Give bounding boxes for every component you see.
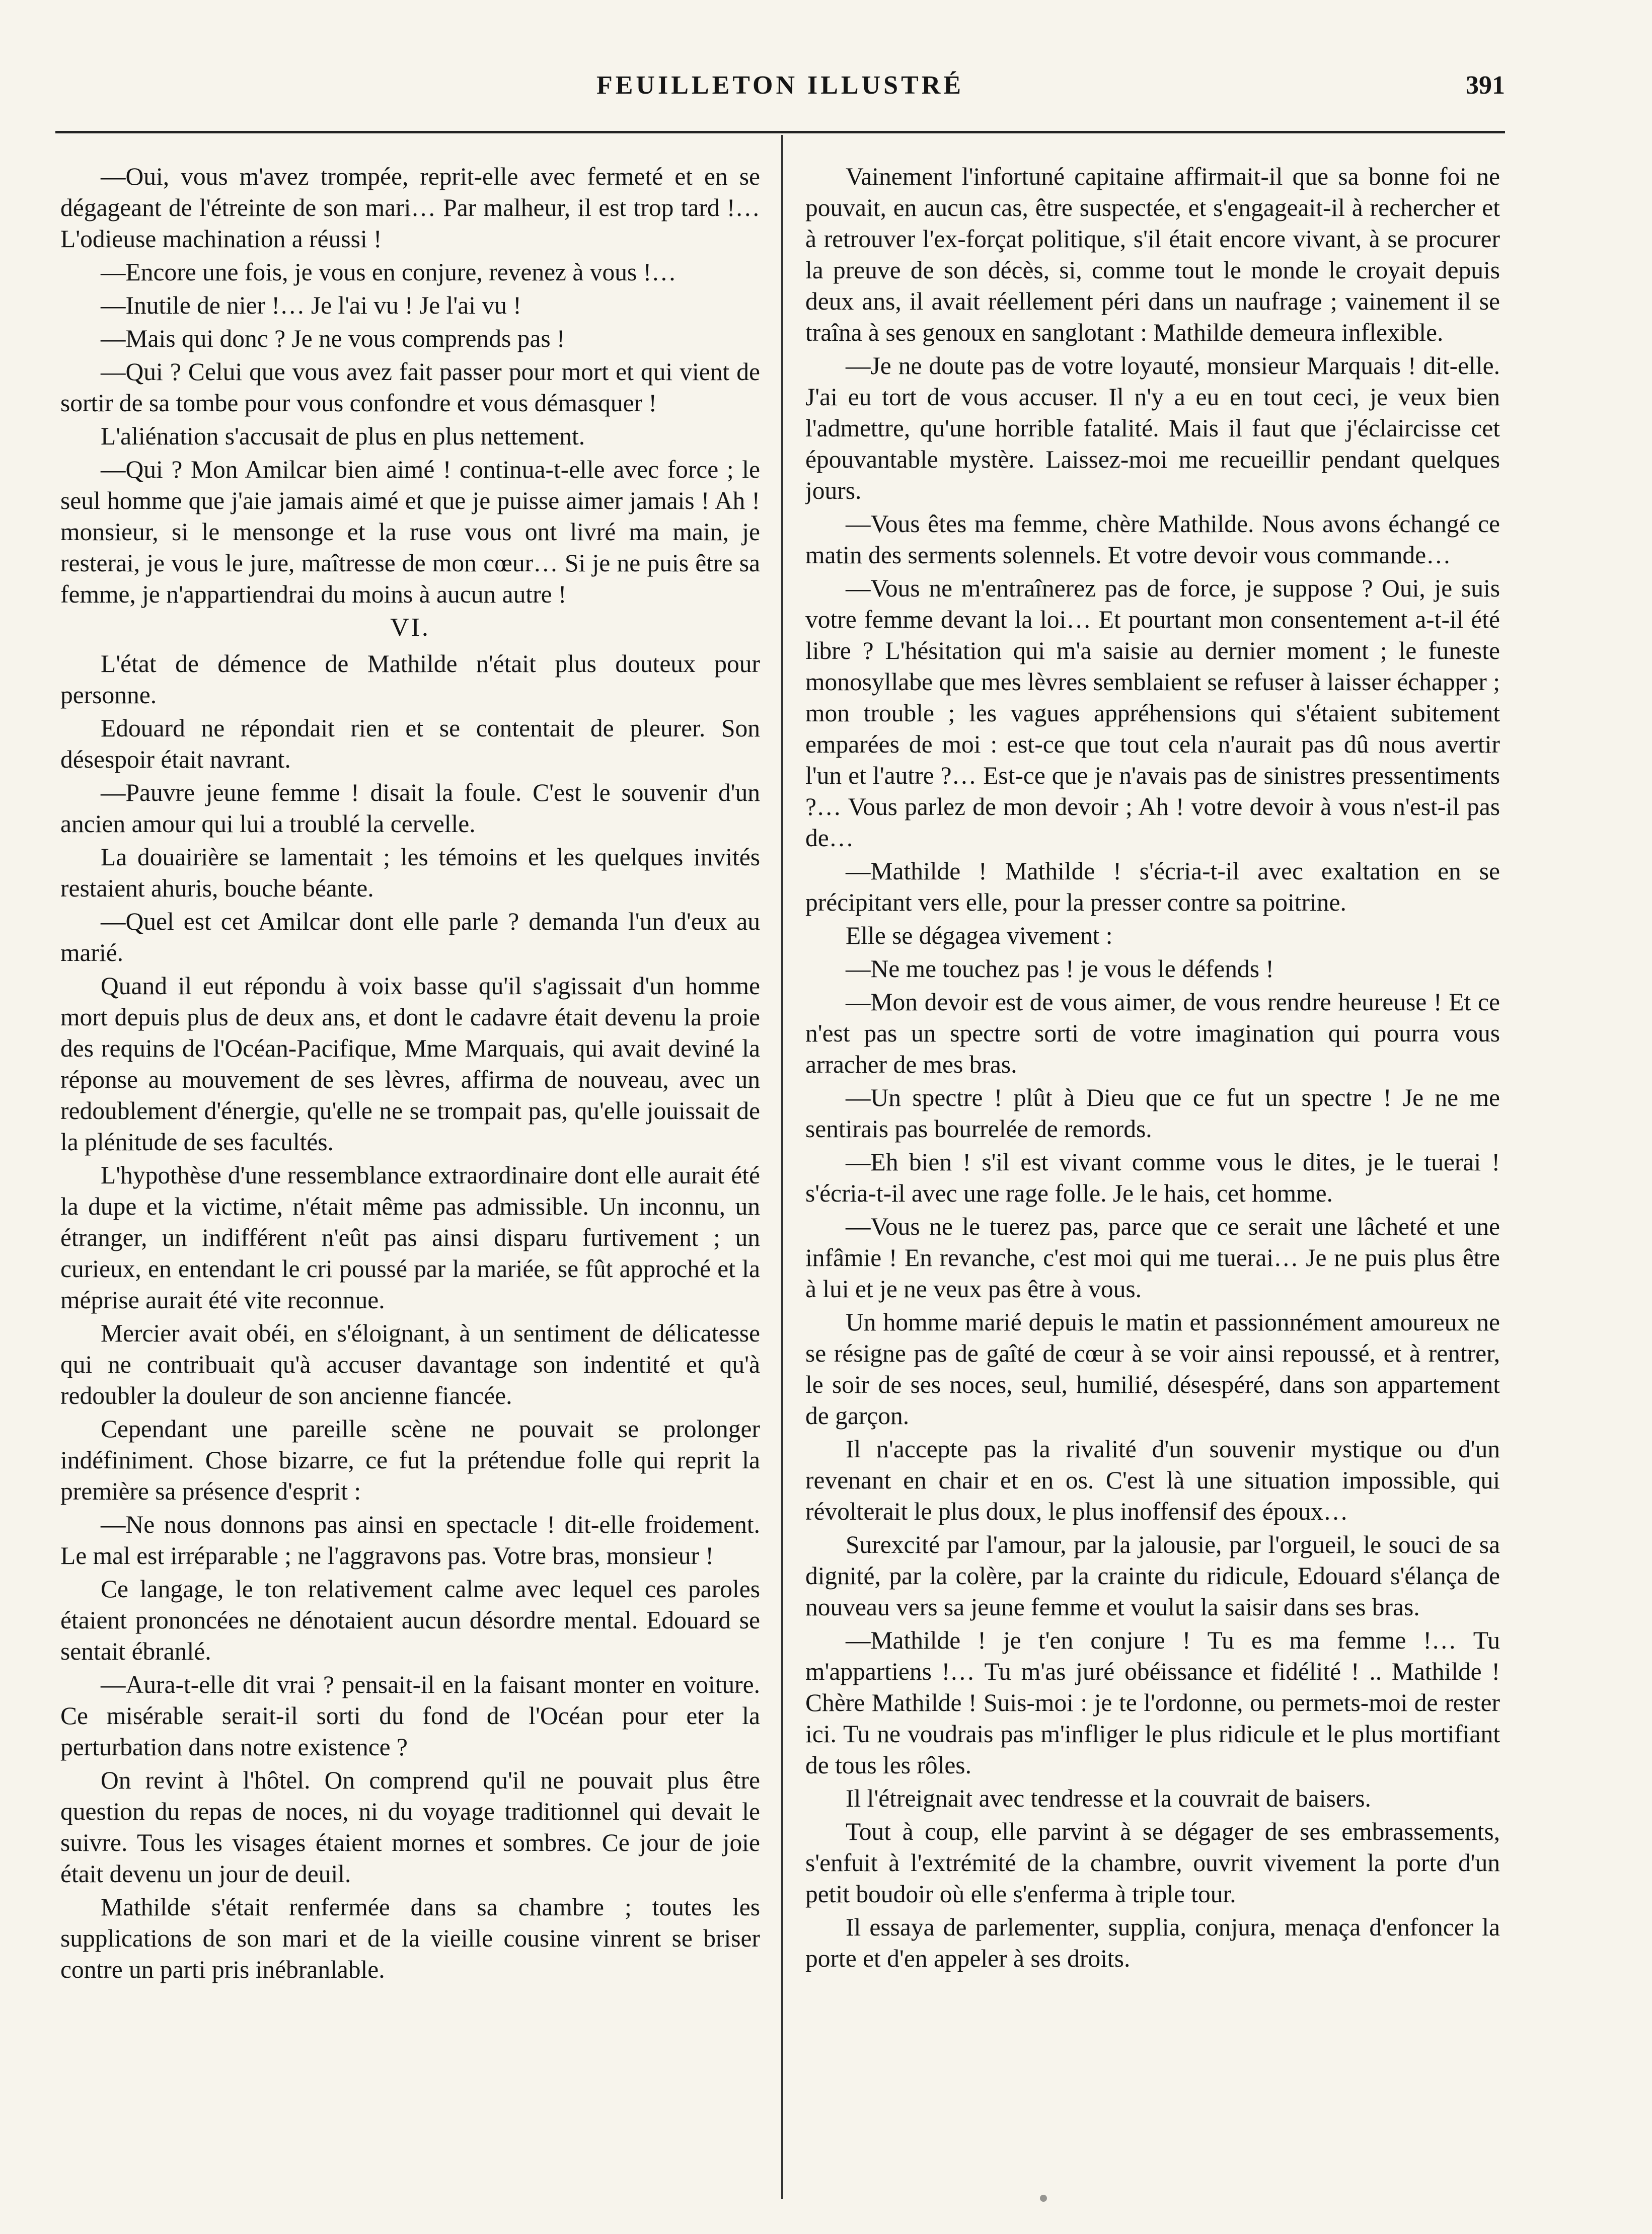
paragraph: —Vous ne le tuerez pas, parce que ce serait une lâcheté et une infâmie ! En revanche, c'est moi qui me tuerai… Je ne puis plus être à lui et je ne veux pas être à vous. [805,1213,1500,1303]
paragraph: —Mathilde ! je t'en conjure ! Tu es ma femme !… Tu m'appartiens !… Tu m'as juré obéissance et fidélité ! .. Mathilde ! Chère Mathilde ! Suis-moi : je te l'ordonne, ou permets-moi de rester ici. Tu ne voudrais pas m'infliger le plus ridicule et le plus mortifiant de tous les rôles. [805,1626,1500,1779]
paragraph: —Aura-t-elle dit vrai ? pensait-il en la faisant monter en voiture. Ce misérable serait-il sorti du fond de l'Océan pour eter la perturbation dans notre existence ? [60,1671,760,1761]
paragraph: L'aliénation s'accusait de plus en plus nettement. [101,422,585,450]
paragraph: Surexcité par l'amour, par la jalousie, par l'orgueil, le souci de sa dignité, par la colère, par la crainte du ridicule, Edouard s'élança de nouveau vers sa jeune femme et voulut la saisir dans ses bras. [805,1531,1500,1621]
paragraph: Vainement l'infortuné capitaine affirmait-il que sa bonne foi ne pouvait, en aucun cas, être suspectée, et s'engageait-il à rechercher et à retrouver l'ex-forçat politique, s'il était encore vivant, à se procurer la preuve de son décès, si, comme tout le monde le croyait depuis deux ans, il avait réellement péri dans un naufrage ; vainement il se traîna à ses genoux en sanglotant : Mathilde demeura inflexible. [805,163,1500,346]
paragraph: L'état de démence de Mathilde n'était plus douteux pour personne. [60,650,760,709]
running-header [55,70,1505,116]
paragraph: Il l'étreignait avec tendresse et la couvrait de baisers. [846,1784,1371,1812]
paragraph: —Vous ne m'entraînerez pas de force, je suppose ? Oui, je suis votre femme devant la loi… Et pourtant mon consentement a-t-il été libre ? L'hésitation qui m'a saisie au dernier moment ; le funeste monosyllabe que mes lèvres semblaient se refuser à laisser échapper ; mon trouble ; les vagues appréhensions qui s'étaient subitement emparées de moi : est-ce que tout cela n'aurait pas dû nous avertir l'un et l'autre ?… Est-ce que je n'avais pas de sinistres pressentiments ?… Vous parlez de mon devoir ; Ah ! votre devoir à vous n'est-il pas de… [805,574,1500,852]
paragraph: —Qui ? Mon Amilcar bien aimé ! continua-t-elle avec force ; le seul homme que j'aie jamais aimé et que je puisse aimer jamais ! Ah ! monsieur, si le mensonge et la ruse vous ont livré ma main, je resterai, je vous le jure, maîtresse de mon cœur… Si je ne puis être sa femme, je n'appartiendrai du moins à aucun autre ! [60,456,760,608]
paragraph: Elle se dégagea vivement : [846,922,1113,949]
paragraph: Tout à coup, elle parvint à se dégager de ses embrassements, s'enfuit à l'extrémité de la chambre, ouvrit vivement la porte d'un petit boudoir où elle s'enferma à triple tour. [805,1818,1500,1908]
paragraph: —Mon devoir est de vous aimer, de vous rendre heureuse ! Et ce n'est pas un spectre sorti de votre imagination qui pourra vous arracher de mes bras. [805,988,1500,1078]
paragraph: —Vous êtes ma femme, chère Mathilde. Nous avons échangé ce matin des serments solennels. Et votre devoir vous commande… [805,510,1500,569]
paragraph: L'hypothèse d'une ressemblance extraordinaire dont elle aurait été la dupe et la victime, n'était même pas admissible. Un inconnu, un étranger, un indifférent n'eût pas ainsi disparu furtivement ; un curieux, en entendant le cri poussé par la mariée, se fût approché et la méprise aurait été vite reconnue. [60,1161,760,1314]
paragraph: La douairière se lamentait ; les témoins et les quelques invités restaient ahuris, bouche béante. [60,843,760,902]
paragraph: —Ne nous donnons pas ainsi en spectacle ! dit-elle froidement. Le mal est irréparable ; ne l'aggravons pas. Votre bras, monsieur ! [60,1511,760,1570]
right-column [805,161,1500,2190]
paragraph: —Pauvre jeune femme ! disait la foule. C'est le souvenir d'un ancien amour qui lui a troublé la cervelle. [60,779,760,838]
paragraph: Un homme marié depuis le matin et passionnément amoureux ne se résigne pas de gaîté de cœur à se voir ainsi repoussé, et à rentrer, le soir de ses noces, seul, humilié, désespéré, dans son appartement de garçon. [805,1308,1500,1430]
left-column [60,161,760,2190]
paragraph: —Je ne doute pas de votre loyauté, monsieur Marquais ! dit-elle. J'ai eu tort de vous accuser. Il n'y a eu en tout ceci, je veux bien l'admettre, qu'une horrible fatalité. Mais il faut que j'éclaircisse cet épouvantable mystère. Laissez-moi me recueillir pendant quelques jours. [805,352,1500,504]
paragraph: —Mathilde ! Mathilde ! s'écria-t-il avec exaltation en se précipitant vers elle, pour la presser contre sa poitrine. [805,857,1500,916]
paragraph: —Inutile de nier !… Je l'ai vu ! Je l'ai vu ! [101,291,521,319]
paragraph: —Mais qui donc ? Je ne vous comprends pas ! [101,325,565,352]
print-mark [1040,2195,1047,2202]
paragraph: On revint à l'hôtel. On comprend qu'il ne pouvait plus être question du repas de noces, ni du voyage traditionnel qui devait le suivre. Tous les visages étaient mornes et sombres. Ce jour de joie était devenu un jour de deuil. [60,1766,760,1888]
section-heading: VI. [390,613,430,642]
paragraph: Ce langage, le ton relativement calme avec lequel ces paroles étaient prononcées ne dénotaient aucun désordre mental. Edouard se sentait ébranlé. [60,1575,760,1665]
paragraph: —Encore une fois, je vous en conjure, revenez à vous !… [101,258,677,286]
paragraph: Cependant une pareille scène ne pouvait se prolonger indéfiniment. Chose bizarre, ce fut la prétendue folle qui reprit la première sa présence d'esprit : [60,1415,760,1505]
paragraph: Mathilde s'était renfermée dans sa chambre ; toutes les supplications de son mari et de la vieille cousine vinrent se briser contre un parti pris inébranlable. [60,1893,760,1983]
publication-title: FEUILLETON ILLUSTRÉ [596,71,964,100]
paragraph: —Ne me touchez pas ! je vous le défends ! [846,955,1274,983]
paragraph: Mercier avait obéi, en s'éloignant, à un sentiment de délicatesse qui ne contribuait qu'à accuser davantage son indentité et qu'à redoubler la douleur de son ancienne fiancée. [60,1319,760,1409]
paragraph: —Qui ? Celui que vous avez fait passer pour mort et qui vient de sortir de sa tombe pour vous confondre et vous démasquer ! [60,358,760,417]
page-number: 391 [1466,71,1505,100]
paragraph: Quand il eut répondu à voix basse qu'il s'agissait d'un homme mort depuis plus de deux ans, et dont le cadavre était devenu la proie des requins de l'Océan-Pacifique, Mme Marquais, qui avait deviné la réponse au mouvement de ses lèvres, affirma de nouveau, avec un redoublement d'énergie, qu'elle ne se trompait pas, qu'elle jouissait de la plénitude de ses facultés. [60,972,760,1156]
paragraph: Edouard ne répondait rien et se contentait de pleurer. Son désespoir était navrant. [60,714,760,773]
paragraph: Il n'accepte pas la rivalité d'un souvenir mystique ou d'un revenant en chair et en os. C'est là une situation impossible, qui révolterait le plus doux, le plus inoffensif des époux… [805,1435,1500,1525]
header-rule [55,131,1505,133]
paragraph: Il essaya de parlementer, supplia, conjura, menaça d'enfoncer la porte et d'en appeler à ses droits. [805,1913,1500,1972]
column-divider [781,135,783,2199]
left-paragraphs-before [60,161,760,610]
paragraph: —Oui, vous m'avez trompée, reprit-elle avec fermeté et en se dégageant de l'étreinte de son mari… Par malheur, il est trop tard !… L'odieuse machination a réussi ! [60,163,760,253]
paragraph: —Eh bien ! s'il est vivant comme vous le dites, je le tuerai ! s'écria-t-il avec une rage folle. Je le hais, cet homme. [805,1148,1500,1207]
paragraph: —Quel est cet Amilcar dont elle parle ? demanda l'un d'eux au marié. [60,908,760,966]
paragraph: —Un spectre ! plût à Dieu que ce fut un spectre ! Je ne me sentirais pas bourrelée de remords. [805,1084,1500,1143]
right-paragraphs [805,161,1500,1974]
left-paragraphs-after [60,648,760,1985]
